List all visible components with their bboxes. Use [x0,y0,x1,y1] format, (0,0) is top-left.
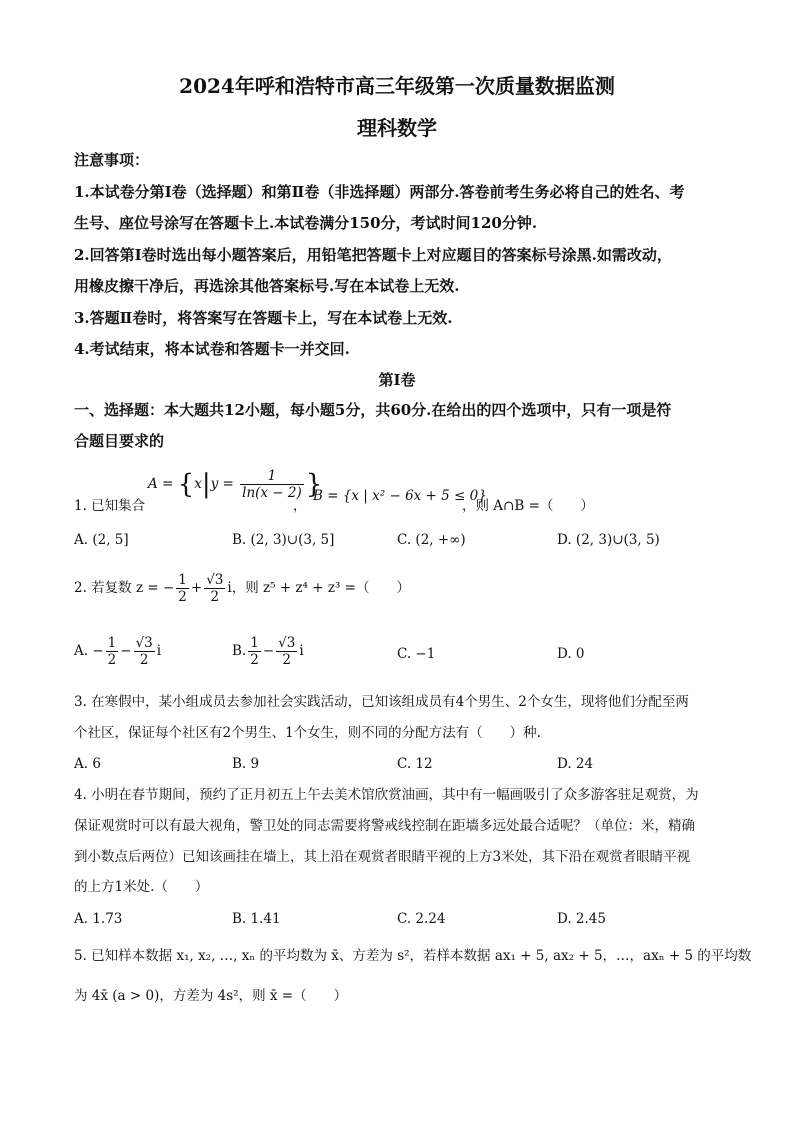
q1-comma: ， [293,498,307,514]
q2-stem [74,572,410,605]
q3-line-2: 个社区，保证每个社区有2个男生、1个女生，则不同的分配方法有（ ）种. [74,725,541,741]
q1-set-a-den: ln(x − 2) [242,485,302,501]
note-line: 2.回答第Ⅰ卷时选出每小题答案后，用铅笔把答题卡上对应题目的答案标号涂黑.如需改动， [74,246,672,264]
q2-option-b-frac1-num: 1 [250,635,259,651]
exam-title: 2024年呼和浩特市高三年级第一次质量数据监测 [179,74,615,98]
q1-set-b: B = {x | x² − 6x + 5 ≤ 0} [313,488,487,504]
q2-suffix: i，则 z⁵ + z⁴ + z³ =（ ） [227,580,410,596]
q1-option-d: D. (2, 3)∪(3, 5) [557,532,660,548]
note-line: 4.考试结束，将本试卷和答题卡一并交回. [74,340,350,358]
q1-suffix: ，则 A∩B =（ ） [462,498,594,514]
q3-option-c: C. 12 [397,756,433,772]
q4-option-d: D. 2.45 [557,911,606,927]
q1-set-a-num: 1 [240,468,304,485]
q2-option-b-label: B. [232,643,247,659]
note-line: 用橡皮擦干净后，再选涂其他答案标号.写在本试卷上无效. [74,277,460,295]
q3-line-1: 3. 在寒假中，某小组成员去参加社会实践活动，已知该组成员有4个男生、2个女生，现将他们分配至两 [74,694,689,710]
q2-option-a [74,635,161,668]
q2-option-d: D. 0 [557,646,585,662]
q4-line-4: 的上方1米处.（ ） [74,879,209,895]
q2-option-a-frac1-num: 1 [107,635,117,651]
q2-frac2-den: 2 [210,589,220,605]
q2-option-b-minus: − [262,643,275,659]
note-line: 生号、座位号涂写在答题卡上.本试卷满分150分，考试时间120分钟. [74,214,538,232]
q2-option-c: C. −1 [397,646,436,662]
q2-option-a-frac1-den: 2 [107,652,117,668]
q1-option-a: A. (2, 5] [74,532,129,548]
q2-option-a-frac2-den: 2 [139,652,149,668]
q4-option-b: B. 1.41 [232,911,281,927]
exam-subject: 理科数学 [357,116,437,140]
q4-line-3: 到小数点后两位）已知该画挂在墙上，其上沿在观赏者眼睛平视的上方3米处，其下沿在观赏者眼睛平视 [74,849,691,865]
q1-option-c: C. (2, +∞) [397,532,466,548]
section-instructions-cont: 合题目要求的 [74,432,165,450]
section-title: 第Ⅰ卷 [378,371,416,389]
q2-option-b [232,635,304,668]
q2-frac2-num: √3 [206,572,224,588]
q4-option-a: A. 1.73 [74,911,123,927]
q3-option-a: A. 6 [74,756,101,772]
q2-option-b-frac2-den: 2 [282,652,292,668]
section-instructions: 一、选择题：本大题共12小题，每小题5分，共60分.在给出的四个选项中，只有一项是符 [74,401,672,419]
q4-option-c: C. 2.24 [397,911,446,927]
q2-frac1-num: 1 [178,572,187,588]
q2-option-a-i: i [156,643,162,659]
q1-set-a-y: y = [210,476,234,492]
notes-heading: 注意事项： [74,151,150,169]
q3-option-b: B. 9 [232,756,260,772]
q3-option-d: D. 24 [557,756,594,772]
q5-line-2: 为 4x̄ (a > 0)，方差为 4s²，则 x̄ =（ ） [74,988,348,1004]
q2-option-a-minus: − [120,643,132,659]
note-line: 1.本试卷分第Ⅰ卷（选择题）和第Ⅱ卷（非选择题）两部分.答卷前考生务必将自己的姓名、考 [74,183,685,201]
q2-option-b-frac1-den: 2 [250,652,259,668]
q1-option-b: B. (2, 3)∪(3, 5] [232,532,335,548]
q1-set-a-var: x [194,476,202,492]
q2-plus: + [190,580,203,596]
q2-option-b-frac2-num: √3 [278,635,296,651]
q2-option-a-frac2-num: √3 [135,635,153,651]
q2-frac1-den: 2 [178,589,187,605]
q1-prefix: 1. 已知集合 [74,498,146,514]
q1-set-a-lhs: A = [148,476,174,492]
q5-line-1: 5. 已知样本数据 x₁, x₂, …, xₙ 的平均数为 x̄、方差为 s²，若样本数据 ax₁ + 5, ax₂ + 5，…，axₙ + 5 的平均数 [74,948,752,964]
note-line: 3.答题Ⅱ卷时，将答案写在答题卡上，写在本试卷上无效. [74,309,453,327]
q4-line-1: 4. 小明在春节期间，预约了正月初五上午去美术馆欣赏油画，其中有一幅画吸引了众多游客驻足观赏，为 [74,787,699,803]
q2-option-b-i: i [299,643,304,659]
q2-option-a-label: A. − [74,643,104,659]
q2-prefix: 2. 若复数 z = − [74,580,175,596]
q1-set-a: A = {x|y = $\frac{1}{\ln(x - 2)}$ } [148,468,323,501]
q4-line-2: 保证观赏时可以有最大视角，警卫处的同志需要将警戒线控制在距墙多远处最合适呢？（单位：米，精确 [74,818,695,834]
